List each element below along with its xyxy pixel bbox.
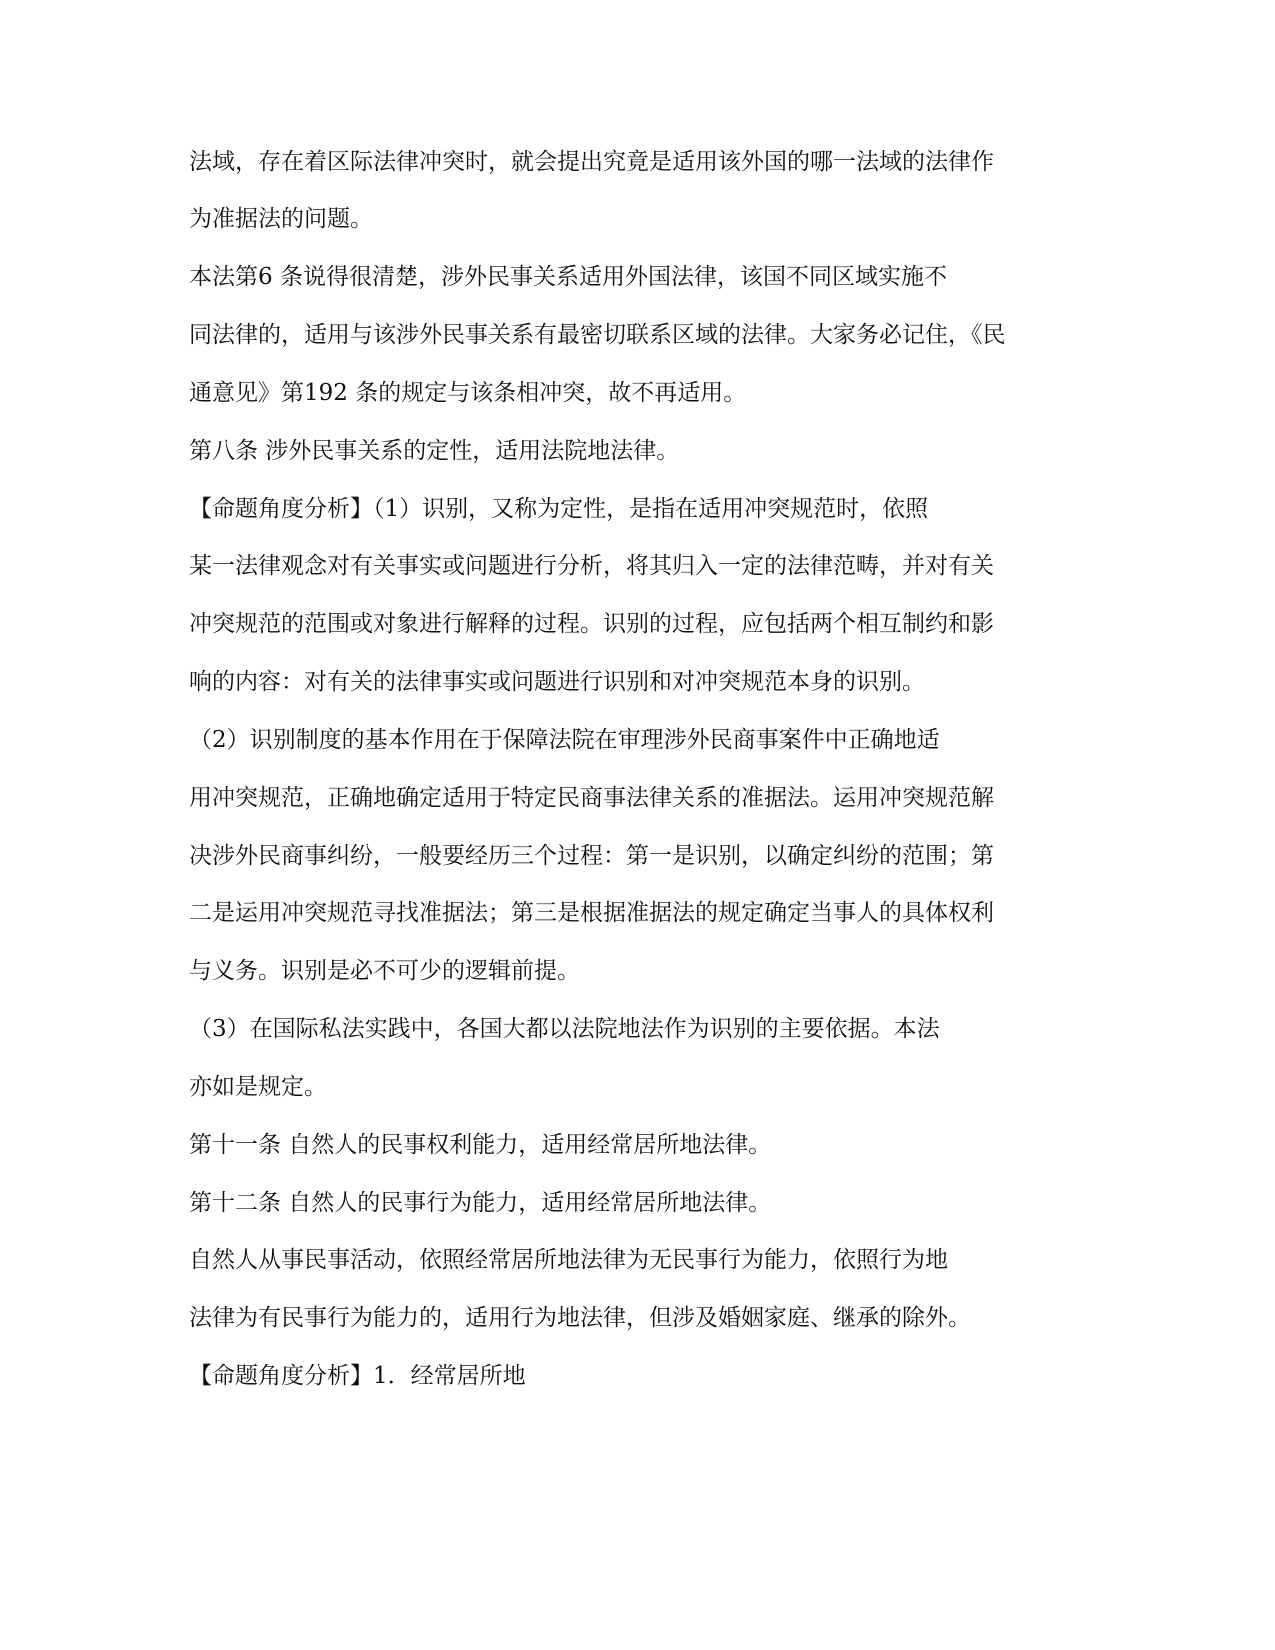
article-heading: 第十一条 自然人的民事权利能力，适用经常居所地法律。 <box>189 1132 772 1158</box>
text-line: 响的内容：对有关的法律事实或问题进行识别和对冲突规范本身的识别。 <box>189 669 925 695</box>
text-line: （3）在国际私法实践中，各国大都以法院地法作为识别的主要依据。本法 <box>189 1016 940 1042</box>
text-line: （2）识别制度的基本作用在于保障法院在审理涉外民商事案件中正确地适 <box>189 727 940 753</box>
text-line: 二是运用冲突规范寻找准据法；第三是根据准据法的规定确定当事人的具体权利 <box>189 900 994 926</box>
text-line: 【命题角度分析】1．经常居所地 <box>189 1363 526 1389</box>
text-line: 本法第6 条说得很清楚，涉外民事关系适用外国法律，该国不同区域实施不 <box>189 264 947 290</box>
text-line: 某一法律观念对有关事实或问题进行分析，将其归入一定的法律范畴，并对有关 <box>189 553 994 579</box>
text-line: 决涉外民商事纠纷，一般要经历三个过程：第一是识别，以确定纠纷的范围；第 <box>189 843 994 869</box>
text-line: 为准据法的问题。 <box>189 206 373 232</box>
text-line: 与义务。识别是必不可少的逻辑前提。 <box>189 958 580 984</box>
article-heading: 第八条 涉外民事关系的定性，适用法院地法律。 <box>189 438 680 464</box>
text-line: 亦如是规定。 <box>189 1074 327 1100</box>
text-line: 同法律的，适用与该涉外民事关系有最密切联系区域的法律。大家务必记住，《民 <box>189 322 1006 348</box>
text-line: 法域，存在着区际法律冲突时，就会提出究竟是适用该外国的哪一法域的法律作 <box>189 149 994 175</box>
text-line: 法律为有民事行为能力的，适用行为地法律，但涉及婚姻家庭、继承的除外。 <box>189 1305 971 1331</box>
article-heading: 第十二条 自然人的民事行为能力，适用经常居所地法律。 <box>189 1190 772 1216</box>
text-line: 【命题角度分析】（1）识别，又称为定性，是指在适用冲突规范时，依照 <box>189 496 929 522</box>
text-line: 自然人从事民事活动，依照经常居所地法律为无民事行为能力，依照行为地 <box>189 1247 948 1273</box>
text-line: 通意见》第192 条的规定与该条相冲突，故不再适用。 <box>189 380 747 406</box>
text-line: 用冲突规范，正确地确定适用于特定民商事法律关系的准据法。运用冲突规范解 <box>189 785 994 811</box>
text-line: 冲突规范的范围或对象进行解释的过程。识别的过程，应包括两个相互制约和影 <box>189 611 994 637</box>
